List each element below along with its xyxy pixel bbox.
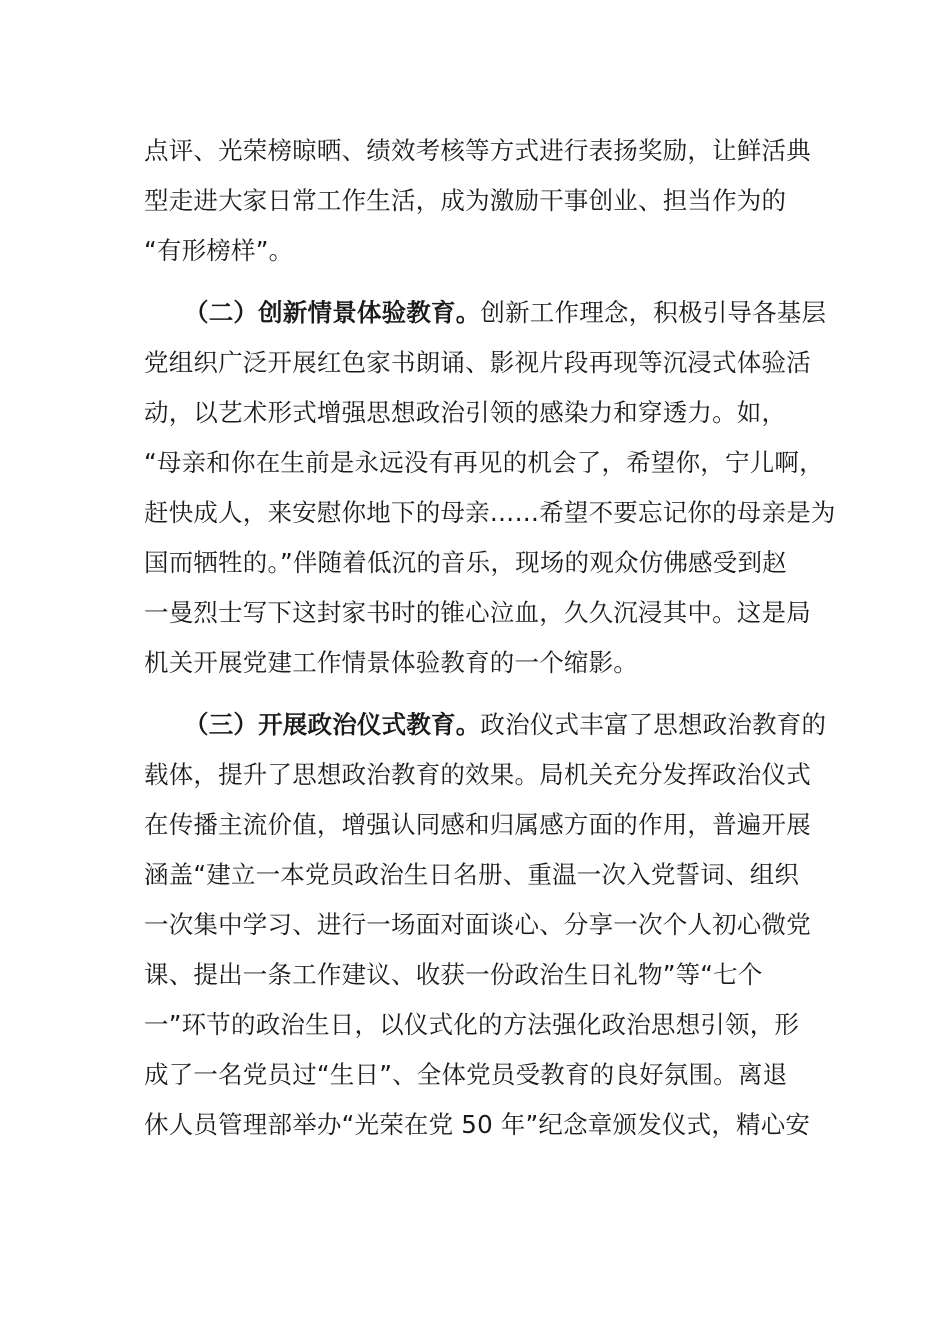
paragraph-line: 型走进大家日常工作生活，成为激励干事创业、担当作为的 bbox=[144, 186, 787, 215]
paragraph-line: 成了一名党员过“生日”、全体党员受教育的良好氛围。离退 bbox=[144, 1060, 788, 1089]
paragraph-line: 赶快成人，来安慰你地下的母亲……希望不要忘记你的母亲是为 bbox=[144, 498, 836, 527]
section-heading: （三）开展政治仪式教育。 bbox=[184, 710, 481, 739]
paragraph-line: 党组织广泛开展红色家书朗诵、影视片段再现等沉浸式体验活 bbox=[144, 348, 811, 377]
paragraph-line: 休人员管理部举办“光荣在党 50 年”纪念章颁发仪式，精心安 bbox=[144, 1110, 811, 1139]
paragraph-line: 点评、光荣榜晾晒、绩效考核等方式进行表扬奖励，让鲜活典 bbox=[144, 136, 811, 165]
first-line-text: 创新工作理念，积极引导各基层 bbox=[480, 298, 827, 327]
paragraph-first-line bbox=[184, 298, 826, 328]
paragraph-line: 涵盖“建立一本党员政治生日名册、重温一次入党誓词、组织 bbox=[144, 860, 800, 889]
first-line-text: 政治仪式丰富了思想政治教育的 bbox=[480, 710, 827, 739]
paragraph-line: 在传播主流价值，增强认同感和归属感方面的作用，普遍开展 bbox=[144, 810, 811, 839]
paragraph-line: 一次集中学习、进行一场面对面谈心、分享一次个人初心微党 bbox=[144, 910, 811, 939]
paragraph-line: 国而牺牲的。”伴随着低沉的音乐，现场的观众仿佛感受到赵 bbox=[144, 548, 787, 577]
paragraph-first-line bbox=[184, 710, 826, 740]
paragraph-line: 机关开展党建工作情景体验教育的一个缩影。 bbox=[144, 648, 638, 677]
section-heading: （二）创新情景体验教育。 bbox=[184, 298, 481, 327]
paragraph-line: 载体，提升了思想政治教育的效果。局机关充分发挥政治仪式 bbox=[144, 760, 811, 789]
paragraph-line: 课、提出一条工作建议、收获一份政治生日礼物”等“七个 bbox=[144, 960, 763, 989]
paragraph-line: 一曼烈士写下这封家书时的锥心泣血，久久沉浸其中。这是局 bbox=[144, 598, 811, 627]
paragraph-line: “母亲和你在生前是永远没有再见的机会了，希望你，宁儿啊， bbox=[144, 448, 824, 477]
paragraph-line: 一”环节的政治生日，以仪式化的方法强化政治思想引领，形 bbox=[144, 1010, 800, 1039]
paragraph-line: 动，以艺术形式增强思想政治引领的感染力和穿透力。如， bbox=[144, 398, 787, 427]
paragraph-line: “有形榜样”。 bbox=[144, 236, 294, 265]
